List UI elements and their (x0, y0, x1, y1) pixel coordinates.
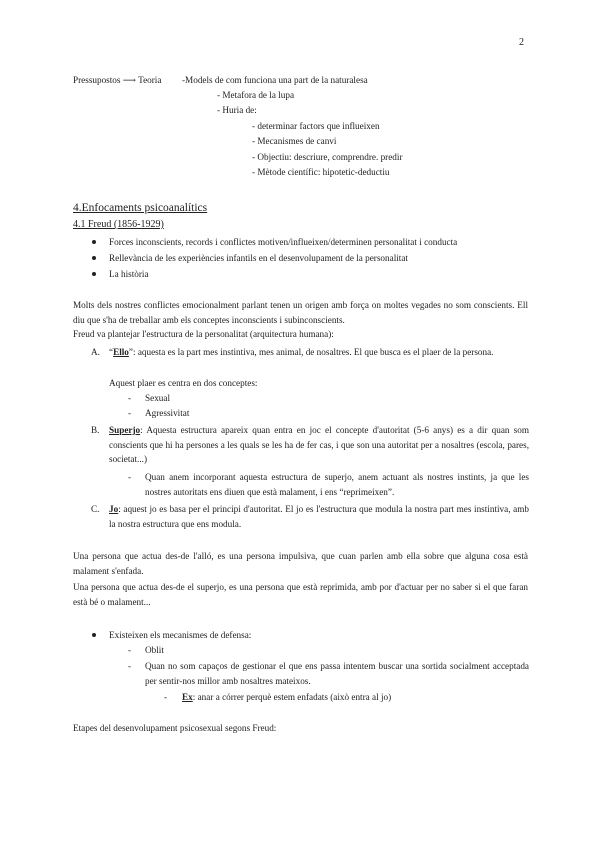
dash-icon: - (164, 692, 168, 702)
section-subheading: 4.1 Freud (1856-1929) (73, 219, 164, 230)
dash-icon: - (128, 661, 132, 671)
list-item: Existeixen els mecanismes de defensa: (109, 630, 252, 640)
example-term: Ex (182, 692, 193, 702)
item-c (109, 502, 529, 531)
example-line (182, 690, 391, 704)
dash-icon: - (128, 472, 132, 482)
paragraph: Una persona que actua des-de l'alló, es una persona impulsiva, que cuan parlen amb ella sobre que alguna cosa està malament s'enfada. (73, 551, 528, 576)
teoria-label: Teoria (138, 75, 162, 85)
list-item: Rellevància de les experiències infantils en el desenvolupament de la personalitat (109, 253, 408, 263)
example-text: : anar a córrer perquè estem enfadats (això entra al jo) (192, 692, 392, 702)
paragraph: Etapes del desenvolupament psicosexual segons Freud: (73, 723, 277, 733)
presupostos-line1: -Models de com funciona una part de la naturalesa (182, 75, 368, 85)
list-item: La història (109, 269, 149, 279)
item-c-term: Jo (109, 504, 119, 514)
item-a-text: ”: aquesta es la part mes instintiva, mes animal, de nosaltres. El que busca es el plaer de la persona. (128, 347, 494, 357)
presupostos-sub: - determinar factors que influeixen (252, 121, 380, 131)
paragraph: Molts dels nostres conflictes emocionalment parlant tenen un origen amb força on moltes vegades no som conscients. Ell diu que s'ha de treballar amb els conceptes inconscients i subinconscients. (73, 300, 528, 325)
dash-icon: - (128, 408, 132, 418)
item-b-text: : Aquesta estructura apareix quan entra en joc el concepte d'autoritat (5-6 anys) es a dir quan som conscients que hi ha persones a les quals se les ha de fer cas, i que son una autoritat per a nosaltres (escola, pares, societat...) (109, 425, 529, 464)
presupostos-sub: - Objectiu: descriure, comprendre. predir (252, 152, 403, 162)
dash-icon: - (128, 393, 132, 403)
paragraph: Una persona que actua des-de el superjo, es una persona que està reprimida, amb por d'actuar per no saber si el que faran està bé o malament... (73, 582, 528, 607)
presupostos-label: Pressupostos (73, 75, 121, 85)
dash-icon: - (128, 645, 132, 655)
item-b-sub: Quan anem incorporant aquesta estructura de superjo, anem actuant als nostres instints, ja que les nostres autoritats ens diuen que està malament, i ens “reprimeixen”. (145, 472, 529, 497)
sub-item: Oblit (145, 645, 164, 655)
sub-item: Quan no som capaços de gestionar el que ens passa intentem buscar una sortida socialment acceptada per sentir-nos millor amb nosaltres mateixos. (145, 661, 529, 686)
arrow-icon: ⟶ (122, 75, 136, 85)
presupostos-line2: - Metafora de la lupa (217, 90, 295, 100)
page-number: 2 (519, 37, 524, 48)
sub-item: Sexual (145, 393, 171, 403)
bullet-icon (92, 272, 96, 276)
open-quote: “ (109, 347, 114, 357)
list-marker: B. (91, 425, 100, 435)
item-a (109, 345, 529, 360)
item-b-term: Superjo (109, 425, 141, 435)
bullet-icon (92, 633, 96, 637)
sub-item: Agressivitat (145, 408, 190, 418)
presupostos-line (73, 73, 161, 87)
paragraph: Freud va plantejar l'estructura de la personalitat (arquitectura humana): (73, 329, 334, 339)
item-a-term: Ello (113, 347, 129, 357)
presupostos-sub: - Mètode científic: hipotetic-deductiu (252, 167, 390, 177)
presupostos-sub: - Mecanismes de canvi (252, 136, 337, 146)
list-marker: C. (91, 504, 100, 514)
item-a-text2: Aquest plaer es centra en dos conceptes: (109, 378, 258, 388)
section-heading: 4.Enfocaments psicoanalítics (73, 202, 208, 214)
presupostos-line3: - Huria de: (217, 105, 257, 115)
item-b (109, 423, 529, 467)
item-c-text: : aquest jo es basa per el principi d'autoritat. El jo es l'estructura que modula la nostra part mes instintiva, amb la nostra estructura que ens modula. (109, 504, 529, 529)
bullet-icon (92, 240, 96, 244)
list-marker: A. (91, 347, 100, 357)
bullet-icon (92, 256, 96, 260)
list-item: Forces inconscients, records i conflictes motiven/influeixen/determinen personalitat i conducta (109, 237, 458, 247)
